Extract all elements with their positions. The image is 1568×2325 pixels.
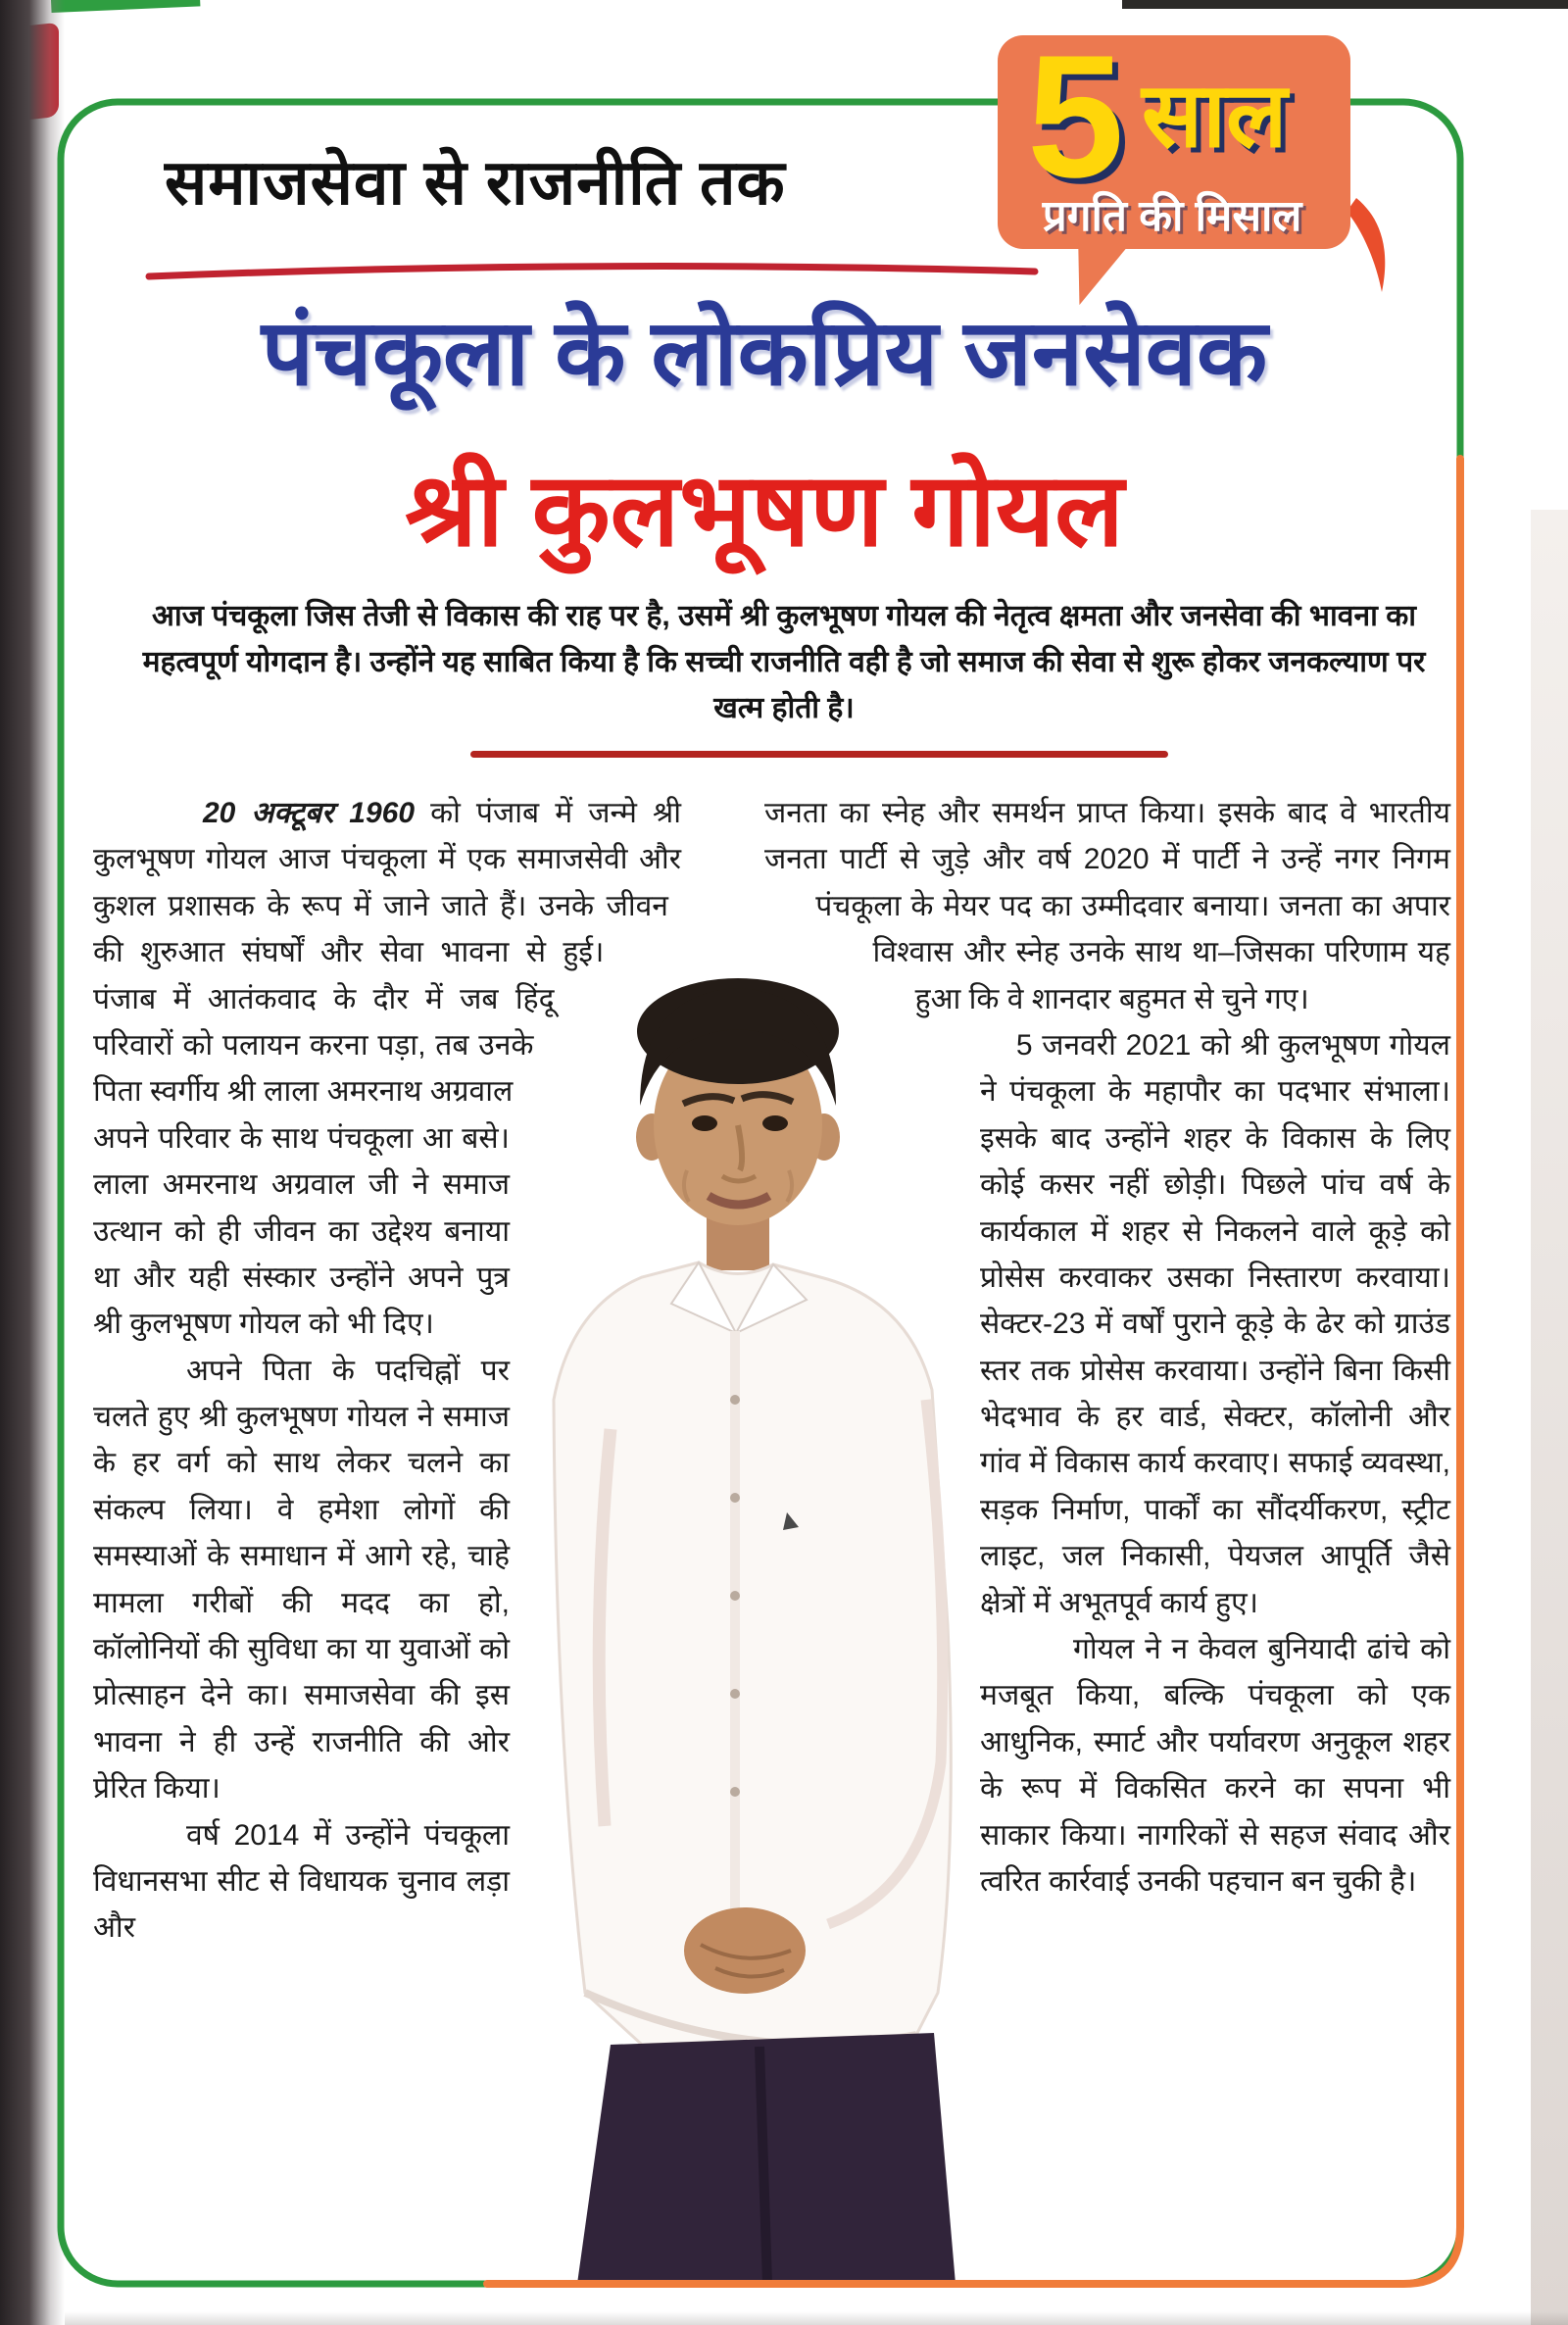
page-edge-shadow bbox=[1531, 510, 1568, 2325]
column-gap bbox=[681, 790, 764, 2290]
paragraph: वर्ष 2014 में उन्होंने पंचकूला विधानसभा सीट से विधायक चुनाव लड़ा और bbox=[93, 1818, 510, 1945]
badge-tagline: प्रगति की मिसाल bbox=[1042, 192, 1302, 240]
badge-unit: साल bbox=[1142, 66, 1288, 166]
article-body bbox=[93, 790, 1460, 2290]
paragraph: 5 जनवरी 2021 को श्री कुलभूषण गोयल ने पंचकूला के महापौर का पदभार संभाला। इसके बाद उन्होंने शहर के विकास के लिए कोई कसर नहीं छोड़ी। पिछले पांच वर्ष के कार्यकाल में शहर से निकलने वाले कूड़े को प्रोसेस करवाकर उसका निस्तारण करवाया। सेक्टर-23 में वर्षों पुराने कूड़े के ढेर को ग्राउंड स्तर तक प्रोसेस करवाया। उन्होंने बिना किसी भेदभाव के हर वार्ड, सेक्टर, कॉलोनी और गांव में विकास कार्य करवाए। सफाई व्यवस्था, सड़क निर्माण, पार्कों का सौंदर्यीकरण, स्ट्रीट लाइट, जल निकासी, पेयजल आपूर्ति जैसे क्षेत्रों में अभूतपूर्व कार्य हुए। bbox=[980, 1028, 1450, 1619]
five-years-badge bbox=[998, 19, 1350, 249]
kicker-heading: समाजसेवा से राजनीति तक bbox=[165, 147, 786, 218]
left-column bbox=[93, 790, 681, 2290]
red-divider-rule bbox=[470, 751, 1168, 758]
corner-green-strip bbox=[51, 0, 200, 13]
paragraph: अपने पिता के पदचिह्नों पर चलते हुए श्री कुलभूषण गोयल ने समाज के हर वर्ग को साथ लेकर चलने का संकल्प लिया। वे हमेशा लोगों की समस्याओं के समाधान में आगे रहे, चाहे मामला गरीबों की मदद का हो, कॉलोनियों की सुविधा का या युवाओं को प्रोत्साहन देने का। समाजसेवा की इस भावना ने ही उन्हें राजनीति की ओर प्रेरित किया। bbox=[93, 1354, 510, 1806]
flame-decoration bbox=[1347, 198, 1397, 296]
paragraph-text: को पंजाब में जन्मे श्री कुलभूषण गोयल आज पंचकूला में एक समाजसेवी और कुशल प्रशासक के रूप में जाने जाते हैं। उनके जीवन की शुरुआत संघर्षों और सेवा भावना से हुई। पंजाब में आतंकवाद के दौर में जब हिंदू परिवारों को पलायन करना पड़ा, तब उनके पिता स्वर्गीय श्री लाला अमरनाथ अग्रवाल अपने परिवार के साथ पंचकूला आ बसे। लाला अमरनाथ अग्रवाल जी ने समाज उत्थान को ही जीवन का उद्देश्य बनाया था और यही संस्कार उन्होंने अपने पुत्र श्री कुलभूषण गोयल को भी दिए। bbox=[93, 797, 681, 1341]
badge-headline bbox=[998, 19, 1350, 214]
scan-top-edge bbox=[1122, 0, 1568, 9]
right-column bbox=[764, 790, 1450, 2290]
article-title-line2: श्री कुलभूषण गोयल bbox=[405, 454, 1124, 568]
book-spine-shadow bbox=[0, 0, 65, 2325]
page-bottom-shadow bbox=[65, 2311, 1568, 2325]
paragraph: जनता का स्नेह और समर्थन प्राप्त किया। इसके बाद वे भारतीय जनता पार्टी से जुड़े और वर्ष 2020 में पार्टी ने उन्हें नगर निगम पंचकूला के मेयर पद का उम्मीदवार बनाया। जनता का अपार विश्वास और स्नेह उनके साथ था–जिसका परिणाम यह हुआ कि वे शानदार बहुमत से चुने गए। bbox=[764, 797, 1450, 1015]
kicker-underline bbox=[145, 257, 1039, 284]
intro-standfirst: आज पंचकूला जिस तेजी से विकास की राह पर है, उसमें श्री कुलभूषण गोयल की नेतृत्व क्षमता और जनसेवा की भावना का महत्वपूर्ण योगदान है। उन्होंने यह साबित किया है कि सच्ची राजनीति वही है जो समाज की सेवा से शुरू होकर जनकल्याण पर खत्म होती है। bbox=[142, 600, 1426, 724]
birthdate-lead: 20 अक्टूबर 1960 bbox=[203, 797, 416, 829]
article-title-line1: पंचकूला के लोकप्रिय जनसेवक bbox=[261, 301, 1268, 404]
badge-number: 5 bbox=[1027, 19, 1124, 214]
paragraph: गोयल ने न केवल बुनियादी ढांचे को मजबूत किया, बल्कि पंचकूला को एक आधुनिक, स्मार्ट और पर्यावरण अनुकूल शहर के रूप में विकसित करने का सपना भी साकार किया। नागरिकों से सहज संवाद और त्वरित कार्रवाई उनकी पहचान बन चुकी है। bbox=[980, 1633, 1450, 1898]
